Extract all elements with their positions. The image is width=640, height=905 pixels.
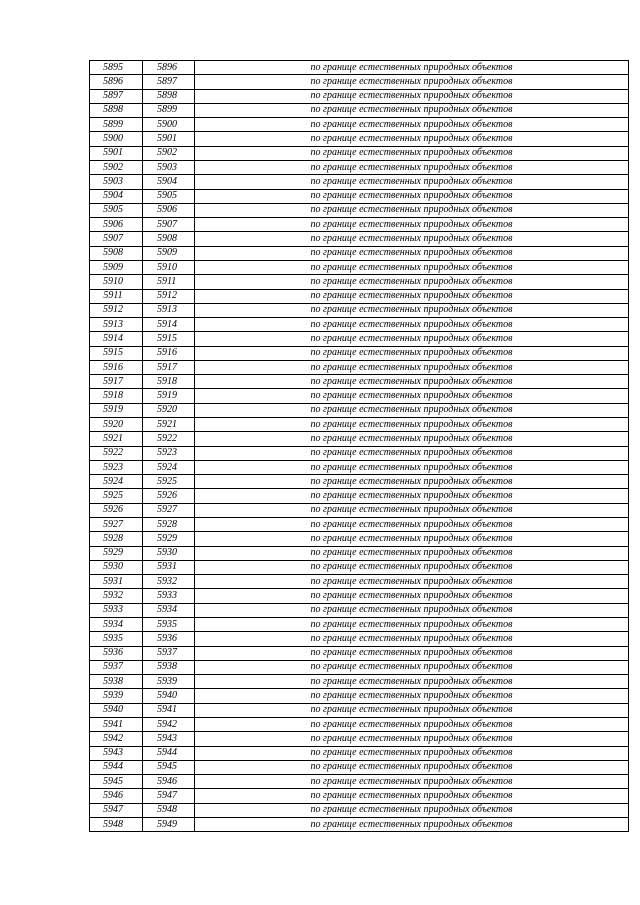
boundary-description-cell: по границе естественных природных объектов [195, 518, 629, 532]
point-from-cell: 5936 [90, 646, 143, 660]
boundary-description-cell: по границе естественных природных объектов [195, 318, 629, 332]
point-to-cell: 5945 [143, 760, 195, 774]
point-to-cell: 5948 [143, 803, 195, 817]
point-from-cell: 5944 [90, 760, 143, 774]
point-from-cell: 5931 [90, 575, 143, 589]
boundary-description-cell: по границе естественных природных объектов [195, 61, 629, 75]
point-from-cell: 5901 [90, 146, 143, 160]
table-row [90, 346, 629, 360]
point-from-cell: 5938 [90, 675, 143, 689]
boundary-description-cell: по границе естественных природных объектов [195, 375, 629, 389]
point-to-cell: 5930 [143, 546, 195, 560]
point-from-cell: 5942 [90, 732, 143, 746]
point-from-cell: 5941 [90, 717, 143, 731]
table-row [90, 546, 629, 560]
table-row [90, 518, 629, 532]
table-row [90, 275, 629, 289]
point-to-cell: 5933 [143, 589, 195, 603]
boundary-description-cell: по границе естественных природных объектов [195, 118, 629, 132]
table-row [90, 360, 629, 374]
boundary-description-cell: по границе естественных природных объектов [195, 360, 629, 374]
point-to-cell: 5922 [143, 432, 195, 446]
point-to-cell: 5946 [143, 775, 195, 789]
point-from-cell: 5914 [90, 332, 143, 346]
point-from-cell: 5909 [90, 260, 143, 274]
point-from-cell: 5904 [90, 189, 143, 203]
boundary-description-cell: по границе естественных природных объектов [195, 332, 629, 346]
boundary-description-cell: по границе естественных природных объектов [195, 575, 629, 589]
point-to-cell: 5937 [143, 646, 195, 660]
table-row [90, 560, 629, 574]
point-from-cell: 5912 [90, 303, 143, 317]
point-to-cell: 5915 [143, 332, 195, 346]
point-to-cell: 5949 [143, 817, 195, 831]
boundary-description-cell: по границе естественных природных объектов [195, 760, 629, 774]
table-row [90, 403, 629, 417]
point-from-cell: 5927 [90, 518, 143, 532]
point-from-cell: 5908 [90, 246, 143, 260]
boundary-description-cell: по границе естественных природных объектов [195, 203, 629, 217]
point-from-cell: 5923 [90, 460, 143, 474]
point-from-cell: 5933 [90, 603, 143, 617]
point-to-cell: 5939 [143, 675, 195, 689]
boundary-description-cell: по границе естественных природных объектов [195, 246, 629, 260]
boundary-description-cell: по границе естественных природных объектов [195, 218, 629, 232]
point-to-cell: 5927 [143, 503, 195, 517]
point-to-cell: 5926 [143, 489, 195, 503]
point-to-cell: 5914 [143, 318, 195, 332]
point-from-cell: 5918 [90, 389, 143, 403]
boundary-description-cell: по границе естественных природных объектов [195, 346, 629, 360]
point-to-cell: 5934 [143, 603, 195, 617]
point-from-cell: 5937 [90, 660, 143, 674]
point-from-cell: 5911 [90, 289, 143, 303]
boundary-description-cell: по границе естественных природных объектов [195, 717, 629, 731]
point-from-cell: 5907 [90, 232, 143, 246]
point-to-cell: 5907 [143, 218, 195, 232]
table-row [90, 203, 629, 217]
boundary-description-cell: по границе естественных природных объектов [195, 775, 629, 789]
point-from-cell: 5906 [90, 218, 143, 232]
table-row [90, 375, 629, 389]
table-row [90, 789, 629, 803]
point-to-cell: 5913 [143, 303, 195, 317]
table-row [90, 160, 629, 174]
table-row [90, 475, 629, 489]
table-row [90, 446, 629, 460]
boundary-description-cell: по границе естественных природных объектов [195, 817, 629, 831]
point-to-cell: 5923 [143, 446, 195, 460]
table-row [90, 389, 629, 403]
point-from-cell: 5916 [90, 360, 143, 374]
point-to-cell: 5925 [143, 475, 195, 489]
boundary-description-cell: по границе естественных природных объектов [195, 732, 629, 746]
boundary-description-cell: по границе естественных природных объектов [195, 89, 629, 103]
table-row [90, 775, 629, 789]
point-from-cell: 5895 [90, 61, 143, 75]
boundary-description-cell: по границе естественных природных объектов [195, 175, 629, 189]
point-to-cell: 5932 [143, 575, 195, 589]
table-row [90, 132, 629, 146]
point-from-cell: 5925 [90, 489, 143, 503]
table-row [90, 175, 629, 189]
boundary-description-cell: по границе естественных природных объектов [195, 389, 629, 403]
boundary-description-cell: по границе естественных природных объектов [195, 275, 629, 289]
point-to-cell: 5901 [143, 132, 195, 146]
point-from-cell: 5929 [90, 546, 143, 560]
point-to-cell: 5920 [143, 403, 195, 417]
table-row [90, 575, 629, 589]
point-from-cell: 5913 [90, 318, 143, 332]
point-from-cell: 5932 [90, 589, 143, 603]
point-from-cell: 5900 [90, 132, 143, 146]
point-to-cell: 5910 [143, 260, 195, 274]
point-from-cell: 5928 [90, 532, 143, 546]
table-row [90, 332, 629, 346]
point-from-cell: 5920 [90, 418, 143, 432]
boundary-description-cell: по границе естественных природных объектов [195, 803, 629, 817]
table-row [90, 646, 629, 660]
boundary-description-cell: по границе естественных природных объектов [195, 589, 629, 603]
boundary-description-cell: по границе естественных природных объектов [195, 532, 629, 546]
point-to-cell: 5935 [143, 617, 195, 631]
point-from-cell: 5940 [90, 703, 143, 717]
table-row [90, 703, 629, 717]
point-to-cell: 5911 [143, 275, 195, 289]
boundary-description-cell: по границе естественных природных объектов [195, 460, 629, 474]
boundary-description-cell: по границе естественных природных объектов [195, 603, 629, 617]
point-to-cell: 5903 [143, 160, 195, 174]
boundary-description-cell: по границе естественных природных объектов [195, 160, 629, 174]
point-from-cell: 5946 [90, 789, 143, 803]
boundary-description-cell: по границе естественных природных объектов [195, 746, 629, 760]
boundary-description-cell: по границе естественных природных объектов [195, 475, 629, 489]
boundary-description-cell: по границе естественных природных объектов [195, 632, 629, 646]
boundary-description-cell: по границе естественных природных объектов [195, 403, 629, 417]
table-row [90, 503, 629, 517]
table-row [90, 260, 629, 274]
point-from-cell: 5919 [90, 403, 143, 417]
boundary-description-cell: по границе естественных природных объектов [195, 132, 629, 146]
table-row [90, 146, 629, 160]
point-from-cell: 5910 [90, 275, 143, 289]
table-row [90, 89, 629, 103]
point-to-cell: 5917 [143, 360, 195, 374]
boundary-description-cell: по границе естественных природных объектов [195, 146, 629, 160]
boundary-description-cell: по границе естественных природных объектов [195, 232, 629, 246]
point-to-cell: 5944 [143, 746, 195, 760]
point-from-cell: 5924 [90, 475, 143, 489]
point-from-cell: 5926 [90, 503, 143, 517]
point-to-cell: 5941 [143, 703, 195, 717]
point-from-cell: 5943 [90, 746, 143, 760]
point-to-cell: 5898 [143, 89, 195, 103]
boundary-description-cell: по границе естественных природных объектов [195, 617, 629, 631]
table-row [90, 589, 629, 603]
table-row [90, 532, 629, 546]
table-row [90, 189, 629, 203]
boundary-description-cell: по границе естественных природных объектов [195, 418, 629, 432]
point-from-cell: 5934 [90, 617, 143, 631]
boundary-description-cell: по границе естественных природных объектов [195, 103, 629, 117]
table-row [90, 303, 629, 317]
point-from-cell: 5917 [90, 375, 143, 389]
table-row [90, 118, 629, 132]
table-row [90, 246, 629, 260]
point-from-cell: 5948 [90, 817, 143, 831]
table-row [90, 218, 629, 232]
point-from-cell: 5935 [90, 632, 143, 646]
boundary-description-cell: по границе естественных природных объектов [195, 546, 629, 560]
point-from-cell: 5903 [90, 175, 143, 189]
point-from-cell: 5905 [90, 203, 143, 217]
point-to-cell: 5938 [143, 660, 195, 674]
point-to-cell: 5928 [143, 518, 195, 532]
point-to-cell: 5916 [143, 346, 195, 360]
boundary-description-cell: по границе естественных природных объектов [195, 646, 629, 660]
point-from-cell: 5899 [90, 118, 143, 132]
boundary-description-cell: по границе естественных природных объектов [195, 303, 629, 317]
point-from-cell: 5922 [90, 446, 143, 460]
boundary-description-cell: по границе естественных природных объектов [195, 75, 629, 89]
point-to-cell: 5912 [143, 289, 195, 303]
table-row [90, 432, 629, 446]
boundary-table-body [90, 61, 629, 832]
table-row [90, 61, 629, 75]
boundary-description-cell: по границе естественных природных объектов [195, 489, 629, 503]
table-row [90, 717, 629, 731]
point-to-cell: 5921 [143, 418, 195, 432]
point-to-cell: 5943 [143, 732, 195, 746]
boundary-description-cell: по границе естественных природных объектов [195, 689, 629, 703]
boundary-description-cell: по границе естественных природных объектов [195, 789, 629, 803]
table-row [90, 103, 629, 117]
point-from-cell: 5902 [90, 160, 143, 174]
table-row [90, 75, 629, 89]
point-to-cell: 5908 [143, 232, 195, 246]
table-row [90, 675, 629, 689]
point-to-cell: 5929 [143, 532, 195, 546]
boundary-description-cell: по границе естественных природных объектов [195, 260, 629, 274]
boundary-description-cell: по границе естественных природных объектов [195, 503, 629, 517]
boundary-description-cell: по границе естественных природных объектов [195, 675, 629, 689]
boundary-description-cell: по границе естественных природных объектов [195, 289, 629, 303]
boundary-description-cell: по границе естественных природных объектов [195, 660, 629, 674]
table-row [90, 632, 629, 646]
point-from-cell: 5947 [90, 803, 143, 817]
table-row [90, 617, 629, 631]
boundary-description-cell: по границе естественных природных объектов [195, 446, 629, 460]
table-row [90, 803, 629, 817]
point-to-cell: 5897 [143, 75, 195, 89]
point-from-cell: 5921 [90, 432, 143, 446]
point-to-cell: 5904 [143, 175, 195, 189]
table-row [90, 489, 629, 503]
point-to-cell: 5900 [143, 118, 195, 132]
point-to-cell: 5905 [143, 189, 195, 203]
point-to-cell: 5918 [143, 375, 195, 389]
point-to-cell: 5931 [143, 560, 195, 574]
table-row [90, 603, 629, 617]
point-from-cell: 5897 [90, 89, 143, 103]
table-row [90, 689, 629, 703]
table-row [90, 746, 629, 760]
table-row [90, 232, 629, 246]
table-row [90, 732, 629, 746]
boundary-description-cell: по границе естественных природных объектов [195, 189, 629, 203]
point-to-cell: 5940 [143, 689, 195, 703]
boundary-description-cell: по границе естественных природных объектов [195, 703, 629, 717]
point-to-cell: 5924 [143, 460, 195, 474]
point-to-cell: 5936 [143, 632, 195, 646]
point-from-cell: 5945 [90, 775, 143, 789]
table-row [90, 318, 629, 332]
boundary-description-cell: по границе естественных природных объектов [195, 560, 629, 574]
point-from-cell: 5915 [90, 346, 143, 360]
table-row [90, 660, 629, 674]
point-from-cell: 5930 [90, 560, 143, 574]
point-to-cell: 5896 [143, 61, 195, 75]
point-to-cell: 5919 [143, 389, 195, 403]
point-to-cell: 5899 [143, 103, 195, 117]
boundary-table [89, 60, 629, 832]
table-row [90, 289, 629, 303]
table-row [90, 817, 629, 831]
point-from-cell: 5898 [90, 103, 143, 117]
point-to-cell: 5906 [143, 203, 195, 217]
point-from-cell: 5896 [90, 75, 143, 89]
boundary-description-cell: по границе естественных природных объектов [195, 432, 629, 446]
point-to-cell: 5942 [143, 717, 195, 731]
point-to-cell: 5947 [143, 789, 195, 803]
table-row [90, 418, 629, 432]
point-from-cell: 5939 [90, 689, 143, 703]
point-to-cell: 5909 [143, 246, 195, 260]
point-to-cell: 5902 [143, 146, 195, 160]
table-row [90, 460, 629, 474]
table-row [90, 760, 629, 774]
